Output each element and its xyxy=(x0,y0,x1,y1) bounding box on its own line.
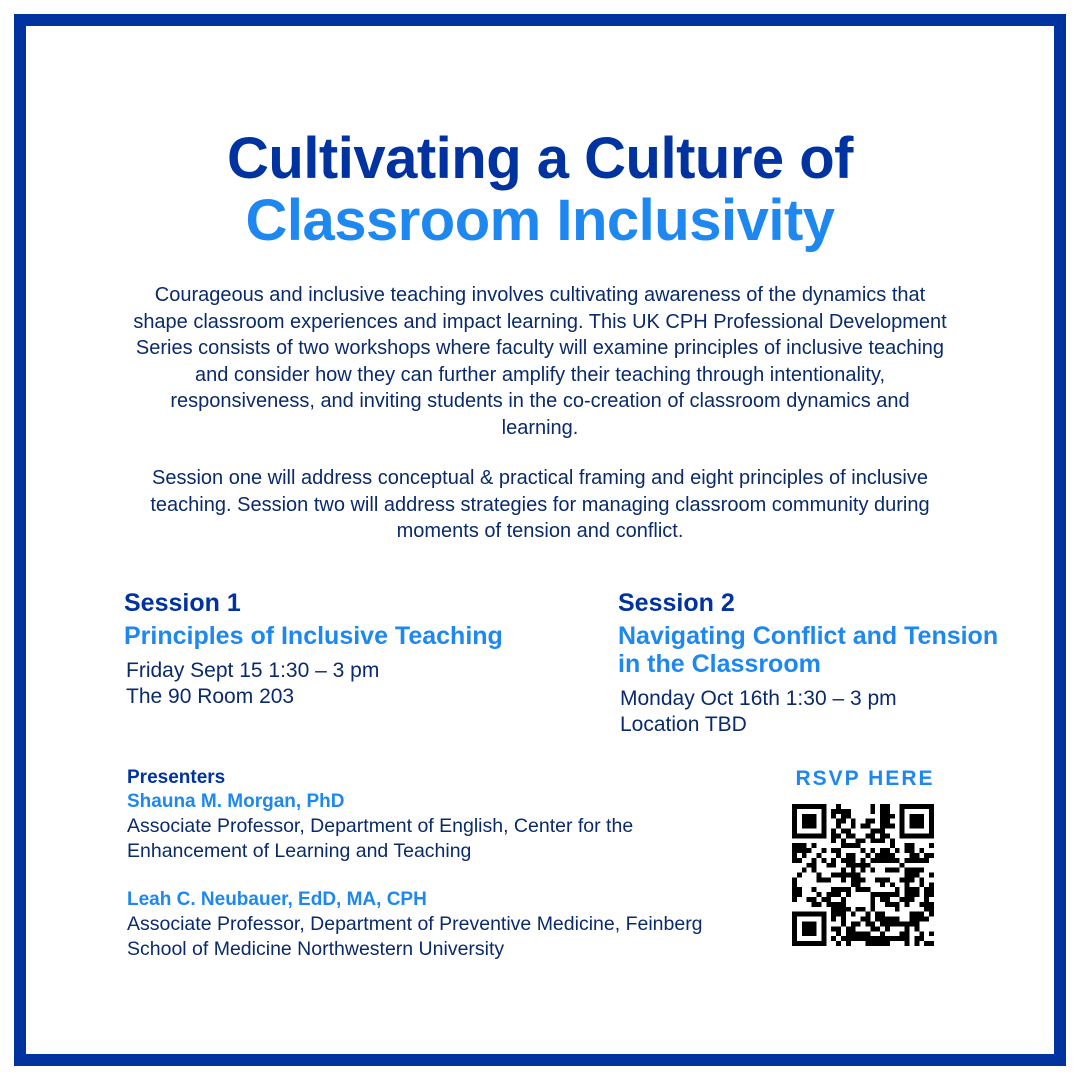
session-1-title: Principles of Inclusive Teaching xyxy=(124,622,503,650)
session-2-heading: Session 2 xyxy=(618,589,735,617)
page-title xyxy=(0,128,1080,252)
presenter-1-name: Shauna M. Morgan, PhD xyxy=(127,791,345,812)
intro-paragraph-2: Session one will address conceptual & practical framing and eight principles of inclusive teaching. Session two will address strategies for managing classroom community during moments of tension and conflict. xyxy=(150,467,930,542)
title-line-1: Cultivating a Culture of xyxy=(227,126,853,191)
presenters-section xyxy=(127,766,747,962)
presenters-heading: Presenters xyxy=(127,767,226,788)
qr-code-icon[interactable] xyxy=(792,804,934,946)
session-1-heading: Session 1 xyxy=(124,589,241,617)
presenter-1-role: Associate Professor, Department of English, Center for the Enhancement of Learning and Teaching xyxy=(127,815,634,862)
presenter-2-role: Associate Professor, Department of Preventive Medicine, Feinberg School of Medicine Northwestern University xyxy=(127,913,703,960)
session-1-date: Friday Sept 15 1:30 – 3 pm xyxy=(126,659,380,682)
session-2-location: Location TBD xyxy=(620,713,747,736)
session-1-block xyxy=(124,588,584,710)
intro-paragraph-1: Courageous and inclusive teaching involves cultivating awareness of the dynamics that shape classroom experiences and impact learning. This UK CPH Professional Development Series consists of two workshops where faculty will examine principles of inclusive teaching and consider how they can further amplify their teaching through intentionality, responsiveness, and inviting students in the co-creation of classroom dynamics and learning. xyxy=(133,284,947,439)
rsvp-label: RSVP HERE xyxy=(795,767,935,790)
session-1-location: The 90 Room 203 xyxy=(126,685,295,708)
session-2-block xyxy=(618,588,1018,738)
session-2-title: Navigating Conflict and Tension in the Classroom xyxy=(618,622,999,678)
presenter-2-name: Leah C. Neubauer, EdD, MA, CPH xyxy=(127,889,427,910)
session-2-date: Monday Oct 16th 1:30 – 3 pm xyxy=(620,687,897,710)
title-line-2: Classroom Inclusivity xyxy=(245,188,835,253)
